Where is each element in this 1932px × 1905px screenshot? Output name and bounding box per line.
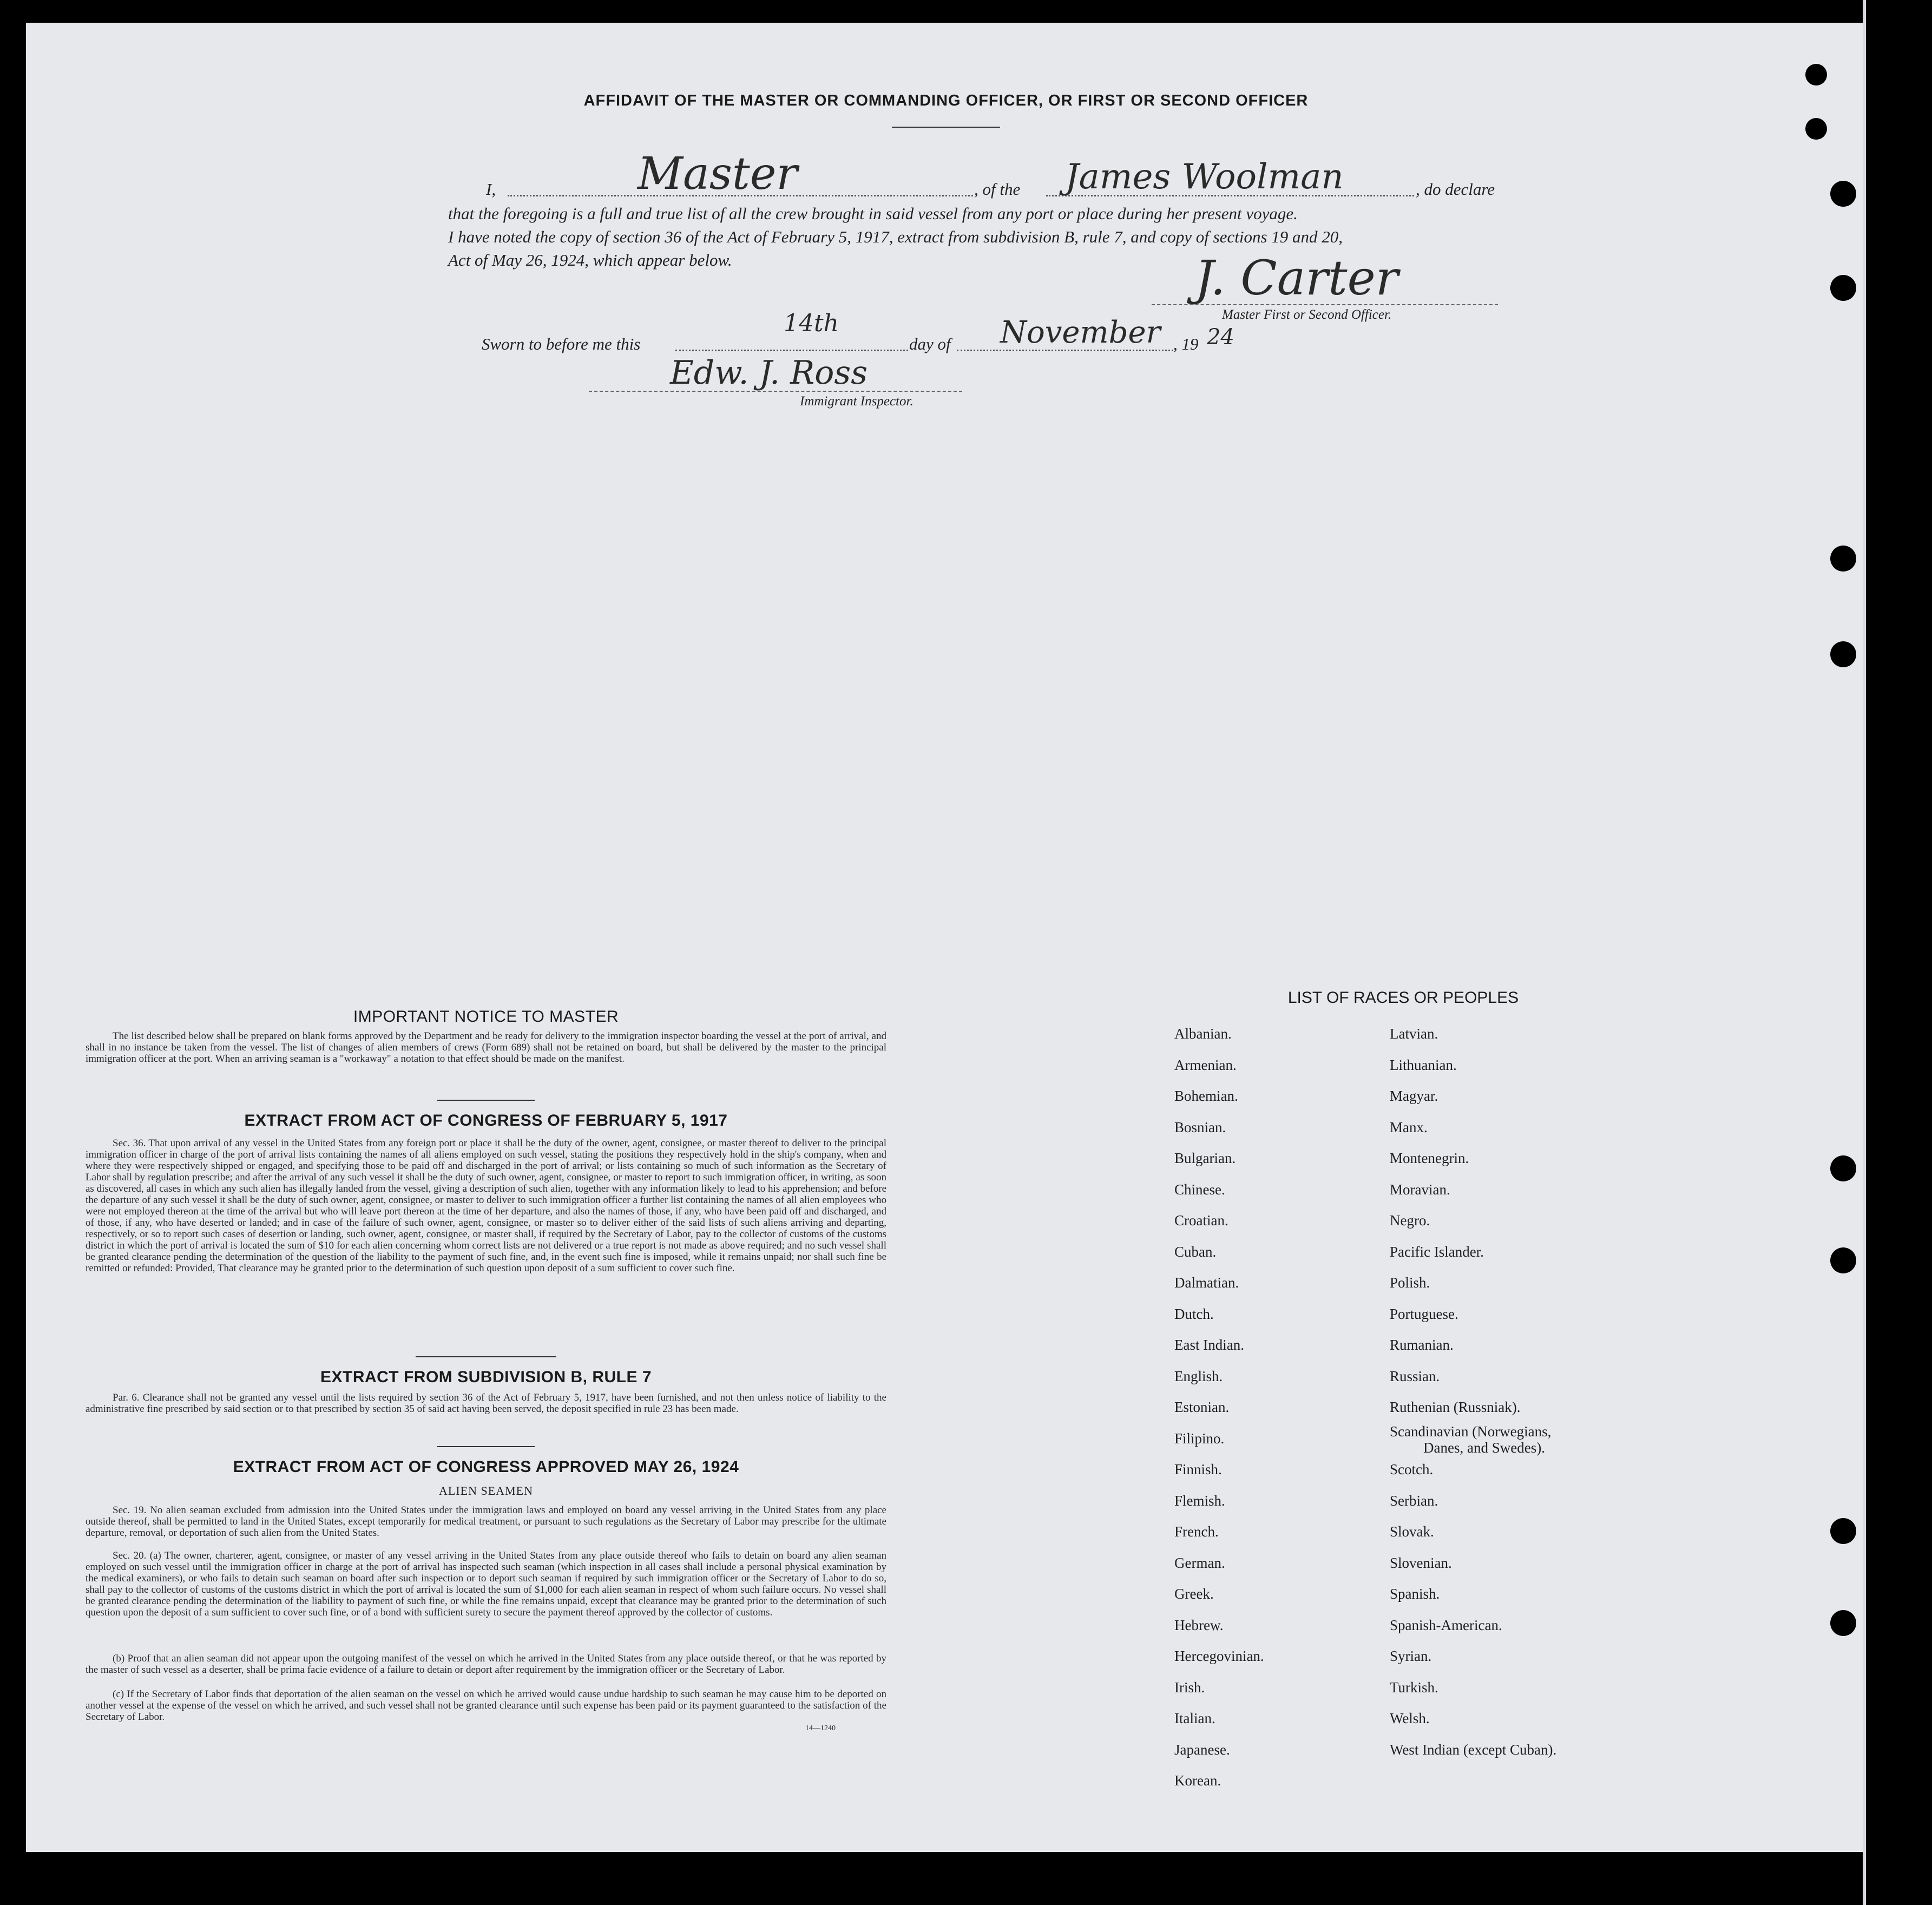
document-page xyxy=(26,23,1866,1852)
punch-hole xyxy=(1830,1155,1856,1181)
inspector-signature-line xyxy=(589,391,962,392)
i-label: I, xyxy=(486,180,496,199)
race-item: Syrian. xyxy=(1390,1648,1432,1664)
of-the-label: , of the xyxy=(974,180,1021,199)
race-item: Dalmatian. xyxy=(1174,1275,1239,1291)
race-item: Spanish-American. xyxy=(1390,1617,1502,1633)
notice-divider xyxy=(437,1100,535,1101)
race-item: Scotch. xyxy=(1390,1461,1434,1477)
race-item: Bulgarian. xyxy=(1174,1150,1236,1166)
sworn-label: Sworn to before me this xyxy=(482,334,641,353)
race-item: Irish. xyxy=(1174,1679,1205,1696)
master-caption: Master First or Second Officer. xyxy=(1222,307,1392,322)
alien-seamen-subtitle: ALIEN SEAMEN xyxy=(439,1484,533,1497)
day-of-label: day of xyxy=(909,334,951,353)
vessel-handwritten: James Woolman xyxy=(1065,157,1344,197)
extract-1924-title: EXTRACT FROM ACT OF CONGRESS APPROVED MAY 26, 1924 xyxy=(233,1458,739,1476)
races-right-column xyxy=(1390,1019,1693,1765)
races-left-column xyxy=(1174,1019,1380,1797)
race-item: East Indian. xyxy=(1174,1337,1244,1353)
master-signature: J. Carter xyxy=(1195,250,1398,306)
race-item: Lithuanian. xyxy=(1390,1056,1457,1073)
race-item: Greek. xyxy=(1174,1586,1214,1602)
punch-hole xyxy=(1830,1247,1856,1273)
notice-body: The list described below shall be prepared on blank forms approved by the Department and be ready for delivery to the immigration inspector boarding the vessel at the port of arrival, and shall in no instance be taken from the vessel. The list of changes of alien members of crews (Form 689) shall not be retained on board, but shall be delivered by the master to the principal immigration officer at the port. When an arriving seaman is a "workaway" a notation to that effect should be made on the manifest. xyxy=(86,1030,886,1065)
page-edge xyxy=(1863,0,1866,1905)
race-item: Negro. xyxy=(1390,1212,1430,1229)
race-item: Ruthenian (Russniak). xyxy=(1390,1399,1521,1415)
punch-hole xyxy=(1830,1518,1856,1544)
race-item-two-line xyxy=(1390,1423,1693,1455)
race-item: Slovak. xyxy=(1390,1523,1434,1540)
race-item: Korean. xyxy=(1174,1772,1221,1789)
race-item: Magyar. xyxy=(1390,1088,1438,1104)
year-label: , 19 xyxy=(1173,334,1199,353)
race-item: German. xyxy=(1174,1554,1225,1571)
affidavit-line-2: that the foregoing is a full and true list of all the crew brought in said vessel from any port or place during her present voyage. xyxy=(448,204,1298,223)
race-item: Montenegrin. xyxy=(1390,1150,1469,1166)
race-item-line: Scandinavian (Norwegians, xyxy=(1390,1423,1552,1440)
race-item: Bosnian. xyxy=(1174,1119,1226,1135)
race-item: Portuguese. xyxy=(1390,1305,1458,1322)
officer-handwritten: Master xyxy=(638,148,798,200)
race-item: Chinese. xyxy=(1174,1181,1225,1198)
day-handwritten: 14th xyxy=(784,310,839,337)
race-item: Cuban. xyxy=(1174,1243,1217,1260)
race-item: Moravian. xyxy=(1390,1181,1450,1198)
race-item: Dutch. xyxy=(1174,1305,1214,1322)
affidavit-title: AFFIDAVIT OF THE MASTER OR COMMANDING OFFICER, OR FIRST OR SECOND OFFICER xyxy=(583,92,1309,109)
affidavit-line-3: I have noted the copy of section 36 of the Act of February 5, 1917, extract from subdivision B, rule 7, and copy of sections 19 and 20, xyxy=(448,227,1343,246)
day-blank xyxy=(675,350,908,351)
punch-hole xyxy=(1830,181,1856,207)
title-divider xyxy=(892,127,1000,128)
races-title: LIST OF RACES OR PEOPLES xyxy=(1287,989,1519,1007)
inspector-caption: Immigrant Inspector. xyxy=(800,394,914,409)
race-item: Finnish. xyxy=(1174,1461,1222,1477)
punch-hole xyxy=(1805,118,1827,140)
race-item: Turkish. xyxy=(1390,1679,1438,1696)
race-item: Flemish. xyxy=(1174,1492,1225,1509)
inspector-signature: Edw. J. Ross xyxy=(670,354,868,392)
race-item: Welsh. xyxy=(1390,1710,1430,1726)
year-handwritten: 24 xyxy=(1207,325,1234,350)
race-item: Hebrew. xyxy=(1174,1617,1224,1633)
subdivision-b-divider xyxy=(437,1446,535,1447)
race-item: West Indian (except Cuban). xyxy=(1390,1741,1557,1758)
race-item: Slovenian. xyxy=(1390,1554,1452,1571)
race-item-line: Danes, and Swedes). xyxy=(1423,1439,1545,1456)
do-declare-label: , do declare xyxy=(1416,180,1495,199)
race-item: Japanese. xyxy=(1174,1741,1230,1758)
race-item: Latvian. xyxy=(1390,1026,1438,1042)
race-item: Russian. xyxy=(1390,1368,1440,1384)
extract-1917-body: Sec. 36. That upon arrival of any vessel in the United States from any foreign port or place it shall be the duty of the owner, agent, consignee, or master thereof to deliver to the principal immigration officer in charge of the port of arrival lists containing the names of all aliens employed on such vessel, stating the positions they respectively hold in the ship's company, when and where they were respectively shipped or engaged, and specifying those to be paid off and discharged in the port of arrival; or lists containing so much of such information as the Secretary of Labor shall by regulation prescribe; and after the arrival of any such vessel it shall be the duty of such owner, agent, consignee, or master to report to such immigration officer, in writing, as soon as discovered, all cases in which any such alien has illegally landed from the vessel, giving a description of such alien, together with any information likely to lead to his apprehension; and before the departure of any such vessel it shall be the duty of such owner, agent, consignee, or master to deliver to such immigration officer a further list containing the names of all alien employees who were not employed thereon at the time of the arrival but who will leave port thereon at the time of her departure, and also the names of those, if any, who have been paid off and discharged, and of those, if any, who have deserted or landed; and in case of the failure of such owner, agent, consignee, or master so to deliver either of the said lists of such aliens arriving and departing, respectively, or so to report such cases of desertion or landing, such owner, agent, consignee, or master shall, if required by the Secretary of Labor, pay to the collector of customs of the customs district in which the port of arrival is located the sum of $10 for each alien concerning whom correct lists are not delivered or a true report is not made as above required; and no such vessel shall be granted clearance pending the determination of the question of the liability to the payment of such fine, and, in the event such fine is imposed, while it remains unpaid; nor shall such fine be remitted or refunded: Provided, That clearance may be granted prior to the determination of such question upon deposit of a sum sufficient to cover such fine. xyxy=(86,1138,886,1274)
race-item: Pacific Islander. xyxy=(1390,1243,1484,1260)
race-item: Estonian. xyxy=(1174,1399,1230,1415)
race-item: Serbian. xyxy=(1390,1492,1438,1509)
race-item: Italian. xyxy=(1174,1710,1215,1726)
subdivision-b-title: EXTRACT FROM SUBDIVISION B, RULE 7 xyxy=(320,1368,652,1386)
punch-hole xyxy=(1830,641,1856,667)
month-handwritten: November xyxy=(1000,315,1161,350)
sec-19-body: Sec. 19. No alien seaman excluded from admission into the United States under the immigration laws and employed on board any vessel arriving in the United States from any place outside thereof, shall be permitted to land in the United States, except temporarily for medical treatment, or pursuant to such regulations as the Secretary of Labor may prescribe for the ultimate departure, removal, or deportation of such alien from the United States. xyxy=(86,1505,886,1539)
race-item: Hercegovinian. xyxy=(1174,1648,1264,1664)
race-item: Manx. xyxy=(1390,1119,1428,1135)
extract-1917-title: EXTRACT FROM ACT OF CONGRESS OF FEBRUARY 5, 1917 xyxy=(244,1112,728,1129)
race-item: Filipino. xyxy=(1174,1430,1225,1447)
punch-hole xyxy=(1805,64,1827,86)
sec-20a-body: Sec. 20. (a) The owner, charterer, agent, consignee, or master of any vessel arriving in the United States from any place outside thereof who fails to detain on board any alien seaman employed on such vessel until the immigration officer in charge at the port of arrival has inspected such seaman (which inspection in all cases shall include a personal physical examination by the medical examiners), or who fails to detain such seaman on board after such inspection or to deport such seaman if required by such immigration officer or the Secretary of Labor to do so, shall pay to the collector of customs of the customs district in which the port of arrival is located the sum of $1,000 for each alien seaman in respect of whom such failure occurs. No vessel shall be granted clearance pending the determination of the liability to payment of such fine, or while the fine remains unpaid, except that clearance may be granted prior to the determination of such question upon the deposit of a sum sufficient to cover such fine, or of a bond with sufficient surety to secure the payment thereof approved by the collector of customs. xyxy=(86,1550,886,1618)
race-item: English. xyxy=(1174,1368,1223,1384)
race-item: French. xyxy=(1174,1523,1219,1540)
race-item: Polish. xyxy=(1390,1275,1430,1291)
subdivision-b-body: Par. 6. Clearance shall not be granted any vessel until the lists required by section 36 of the Act of February 5, 1917, have been furnished, and not then unless notice of liability to the administrative fine prescribed by said section or to that prescribed by section 35 of said act having been served, the deposit specified in rule 23 has been made. xyxy=(86,1392,886,1415)
punch-hole xyxy=(1830,275,1856,301)
punch-hole xyxy=(1830,1610,1856,1636)
race-item: Bohemian. xyxy=(1174,1088,1238,1104)
race-item: Rumanian. xyxy=(1390,1337,1454,1353)
notice-title: IMPORTANT NOTICE TO MASTER xyxy=(353,1008,619,1026)
race-item: Croatian. xyxy=(1174,1212,1228,1229)
affidavit-line-4: Act of May 26, 1924, which appear below. xyxy=(448,251,732,270)
race-item: Spanish. xyxy=(1390,1586,1440,1602)
race-item: Albanian. xyxy=(1174,1026,1232,1042)
form-number: 14—1240 xyxy=(805,1724,836,1732)
sec-20c-body: (c) If the Secretary of Labor finds that deportation of the alien seaman on the vessel on which he arrived would cause undue hardship to such seaman he may cause him to be deported on another vessel at the expense of the vessel on which he arrived, and such vessel shall not be granted clearance until such expense has been paid or its payment guaranteed to the satisfaction of the Secretary of Labor. xyxy=(86,1689,886,1723)
extract-1917-divider xyxy=(416,1356,556,1357)
master-signature-line xyxy=(1152,304,1498,305)
punch-hole xyxy=(1830,546,1856,572)
sec-20b-body: (b) Proof that an alien seaman did not appear upon the outgoing manifest of the vessel on which he arrived in the United States from any place outside thereof, or that he was reported by the master of such vessel as a deserter, shall be prima facie evidence of a failure to detain or deport after requirement by the immigration officer or the Secretary of Labor. xyxy=(86,1653,886,1676)
race-item: Armenian. xyxy=(1174,1056,1237,1073)
